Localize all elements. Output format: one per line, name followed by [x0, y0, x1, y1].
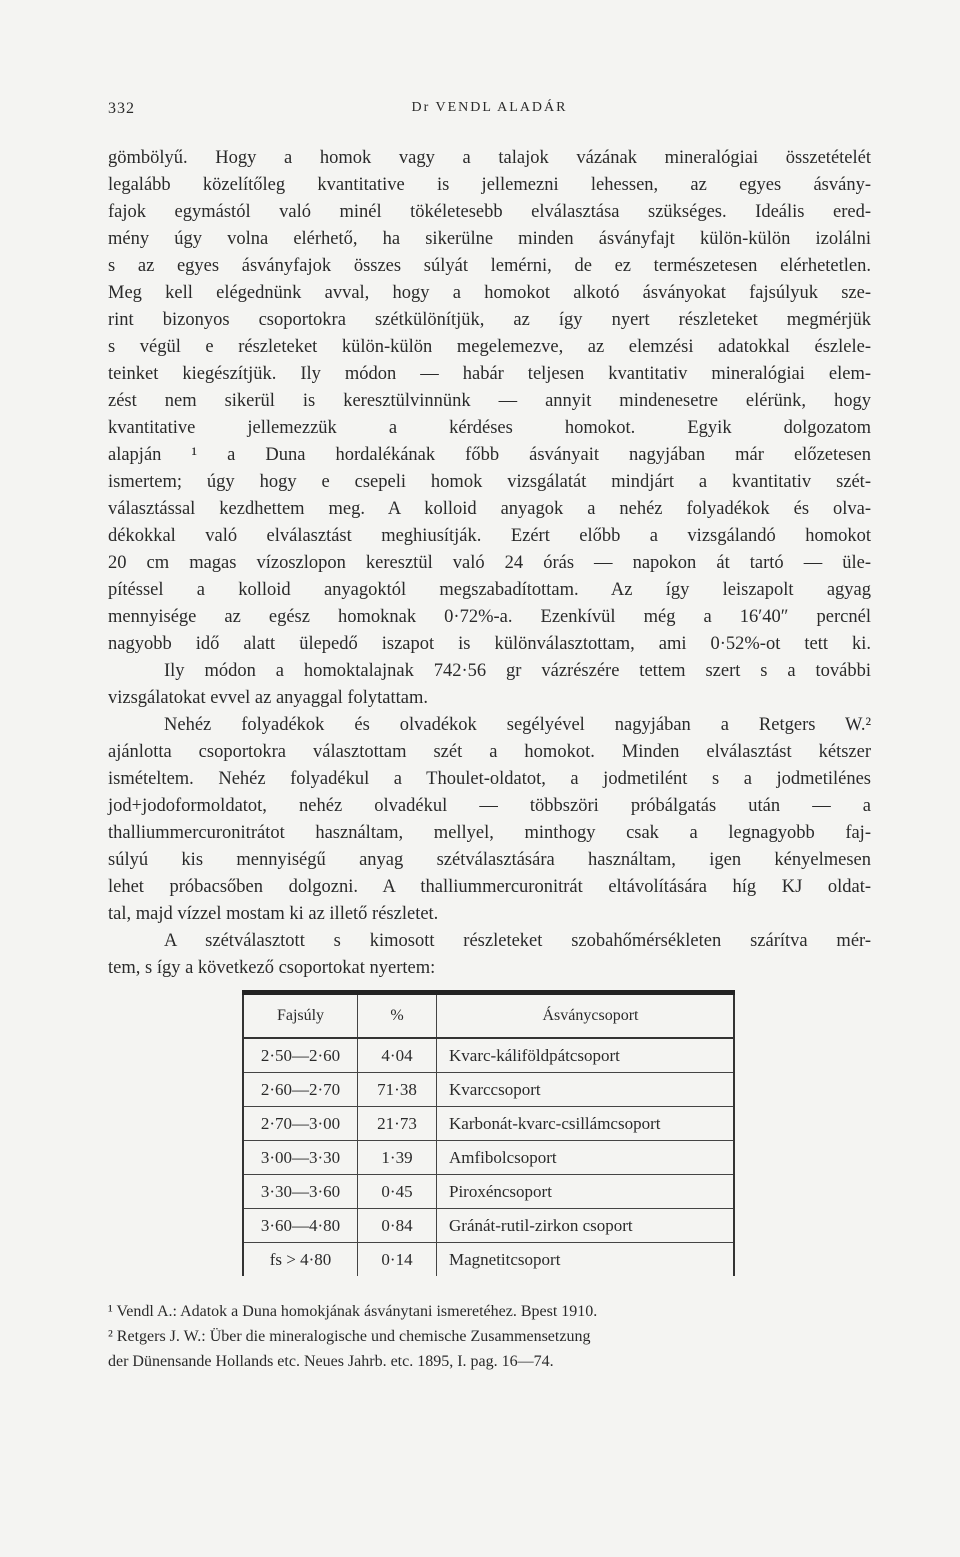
table-row [243, 1038, 734, 1073]
cell-group: Magnetitcsoport [437, 1243, 735, 1277]
cell-fajsuly: 3·30—3·60 [243, 1175, 358, 1209]
text-line: thalliummercuronitrátot használtam, mellyel, minthogy csak a legnagyobb faj- [108, 823, 871, 843]
cell-percent: 0·84 [358, 1209, 437, 1243]
specific-gravity-table [242, 990, 735, 1276]
table-row [243, 1175, 734, 1209]
cell-fajsuly: 2·70—3·00 [243, 1107, 358, 1141]
text-line: 20 cm magas vízoszlopon keresztül való 24 órás — napokon át tartó — üle- [108, 553, 871, 573]
cell-percent: 0·14 [358, 1243, 437, 1277]
table-row [243, 1141, 734, 1175]
text-line: legalább közelítőleg kvantitative is jellemezni lehessen, az egyes ásvány- [108, 175, 871, 195]
cell-percent: 21·73 [358, 1107, 437, 1141]
text-line: Ily módon a homoktalajnak 742·56 gr vázrészére tettem szert s a további [164, 661, 871, 681]
text-line: ismertem; úgy hogy e csepeli homok vizsgálatát mindjárt a kvantitativ szét- [108, 472, 871, 492]
cell-percent: 0·45 [358, 1175, 437, 1209]
cell-group: Piroxéncsoport [437, 1175, 735, 1209]
cell-group: Karbonát-kvarc-csillámcsoport [437, 1107, 735, 1141]
text-line: alapján ¹ a Duna hordalékának főbb ásványait nagyjában már előzetesen [108, 445, 871, 465]
table-row [243, 1243, 734, 1277]
column-header-fajsuly: Fajsúly [243, 993, 358, 1039]
column-header-percent: % [358, 993, 437, 1039]
text-line: mennyisége az egész homoknak 0·72%-a. Ezenkívül még a 16′40″ percnél [108, 607, 871, 627]
text-line: ajánlotta csoportokra választottam szét a homokot. Minden elválasztást kétszer [108, 742, 871, 762]
text-line: Nehéz folyadékok és olvadékok segélyével nagyjában a Retgers W.² [164, 715, 871, 735]
text-line: lehet próbacsőben dolgozni. A thalliummercuronitrát eltávolítására híg KJ oldat- [108, 877, 871, 897]
text-line: fajok egymástól való minél tökéletesebb elválasztása szükséges. Ideális ered- [108, 202, 871, 222]
text-line: dékokkal való elválasztást meghiusítják. Ezért előbb a vizsgálandó homokot [108, 526, 871, 546]
text-line: választással kezdhettem meg. A kolloid anyagok a nehéz folyadékok és olva- [108, 499, 871, 519]
cell-fajsuly: 3·00—3·30 [243, 1141, 358, 1175]
table-header-row [243, 993, 734, 1039]
table-row [243, 1209, 734, 1243]
text-line: gömbölyű. Hogy a homok vagy a talajok vázának mineralógiai összetételét [108, 148, 871, 168]
text-line: nagyobb idő alatt ülepedő iszapot is különválasztottam, ami 0·52%-ot tett ki. [108, 634, 871, 654]
text-line: s végül e részleteket külön-külön megelemezve, az elemzési adatokkal észlele- [108, 337, 871, 357]
text-line: Meg kell elégednünk avval, hogy a homokot alkotó ásványokat fajsúlyuk sze- [108, 283, 871, 303]
cell-fajsuly: fs > 4·80 [243, 1243, 358, 1277]
text-line: s az egyes ásványfajok összes súlyát lemérni, de ez természetesen elérhetetlen. [108, 256, 871, 276]
text-line: A szétválasztott s kimosott részleteket szobahőmérsékleten szárítva mér- [164, 931, 871, 951]
page-number: 332 [108, 100, 135, 117]
cell-group: Gránát-rutil-zirkon csoport [437, 1209, 735, 1243]
column-header-asvanycsoport: Ásványcsoport [437, 993, 735, 1039]
text-line: jod+jodoformoldatot, nehéz olvadékul — többszöri próbálgatás után — a [108, 796, 871, 816]
text-line: vizsgálatokat evvel az anyaggal folytattam. [108, 688, 429, 708]
text-line: tal, majd vízzel mostam ki az illető részletet. [108, 904, 439, 924]
cell-group: Kvarc-káliföldpátcsoport [437, 1038, 735, 1073]
cell-fajsuly: 3·60—4·80 [243, 1209, 358, 1243]
table-row [243, 1073, 734, 1107]
text-line: pítéssel a kolloid anyagoktól megszabadítottam. Az így leiszapolt agyag [108, 580, 871, 600]
text-line: tem, s így a következő csoportokat nyertem: [108, 958, 436, 978]
table-row [243, 1107, 734, 1141]
cell-percent: 71·38 [358, 1073, 437, 1107]
cell-fajsuly: 2·60—2·70 [243, 1073, 358, 1107]
footnote-2-cont: der Dünensande Hollands etc. Neues Jahrb. etc. 1895, I. pag. 16—74. [108, 1353, 554, 1370]
footnote-2: ² Retgers J. W.: Über die mineralogische und chemische Zusammensetzung [108, 1328, 591, 1345]
cell-group: Amfibolcsoport [437, 1141, 735, 1175]
footnote-1: ¹ Vendl A.: Adatok a Duna homokjának ásványtani ismeretéhez. Bpest 1910. [108, 1303, 598, 1320]
text-line: kvantitative jellemezzük a kérdéses homokot. Egyik dolgozatom [108, 418, 871, 438]
cell-group: Kvarccsoport [437, 1073, 735, 1107]
text-line: zést nem sikerül is keresztülvinnünk — annyit mindenesetre elérünk, hogy [108, 391, 871, 411]
text-line: rint bizonyos csoportokra szétkülönítjük, az így nyert részleteket megmérjük [108, 310, 871, 330]
text-line: mény úgy volna elérhető, ha sikerülne minden ásványfajt külön-külön izolálni [108, 229, 871, 249]
text-line: teinket kiegészítjük. Ily módon — habár teljesen kvantitativ mineralógiai elem- [108, 364, 871, 384]
running-head: Dr VENDL ALADÁR [411, 100, 568, 115]
text-line: ismételtem. Nehéz folyadékul a Thoulet-oldatot, a jodmetilént s a jodmetilénes [108, 769, 871, 789]
cell-fajsuly: 2·50—2·60 [243, 1038, 358, 1073]
text-line: súlyú kis mennyiségű anyag szétválasztására használtam, igen kényelmesen [108, 850, 871, 870]
cell-percent: 4·04 [358, 1038, 437, 1073]
cell-percent: 1·39 [358, 1141, 437, 1175]
page-header [108, 100, 871, 124]
